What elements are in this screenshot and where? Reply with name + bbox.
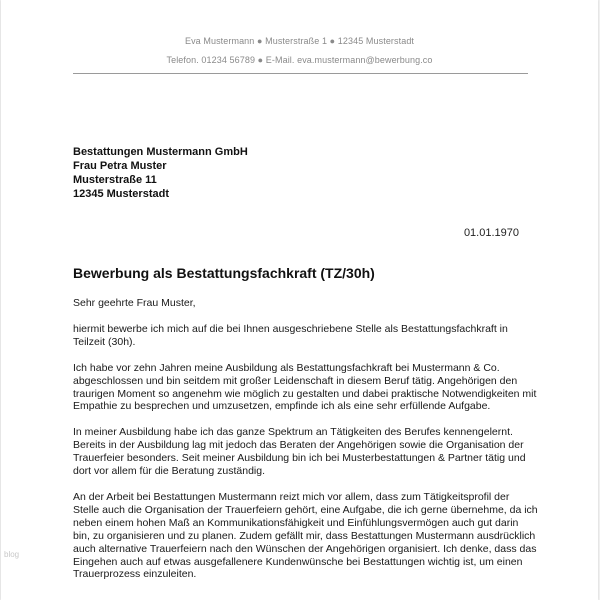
blog-watermark: blog	[4, 550, 20, 559]
paragraph-training: In meiner Ausbildung habe ich das ganze Spektrum an Tätigkeiten des Berufes kennengelernt. Bereits in der Ausbildung lag mit jedoch das Beraten der Angehörigen sowie die Organisation der Trauerfeier besonders. Seit meiner Ausbildung bin ich bei Musterbestattungen & Partner tätig und dort vor allem für die Beratung zuständig.	[73, 426, 526, 478]
recipient-contact: Frau Petra Muster	[73, 160, 167, 172]
letter-body	[73, 297, 538, 594]
recipient-company: Bestattungen Mustermann GmbH	[73, 146, 248, 158]
recipient-street: Musterstraße 11	[73, 174, 157, 186]
letter-page	[1, 0, 598, 600]
letterhead-address: Eva Mustermann ● Musterstraße 1 ● 12345 Musterstadt	[184, 36, 415, 46]
letter-date: 01.01.1970	[463, 227, 519, 239]
salutation: Sehr geehrte Frau Muster,	[73, 297, 196, 309]
header-divider	[73, 73, 528, 74]
letter-subject: Bewerbung als Bestattungsfachkraft (TZ/30h)	[73, 265, 375, 281]
paragraph-experience: Ich habe vor zehn Jahren meine Ausbildung als Bestattungsfachkraft bei Mustermann & Co. abgeschlossen und bin seitdem mit großer Leidenschaft in diesem Beruf tätig. Angehörigen den traurigen Moment so angenehm wie möglich zu gestalten und dabei praktische Notwendigkeiten mit Empathie zu besprechen und umzusetzen, empfinde ich als eine sehr erfüllende Aufgabe.	[73, 361, 537, 413]
recipient-city: 12345 Musterstadt	[73, 188, 169, 200]
recipient-address	[73, 145, 248, 201]
paragraph-motivation: An der Arbeit bei Bestattungen Mustermann reizt mich vor allem, dass zum Tätigkeitsprofil der Stelle auch die Organisation der Trauerfeiern gehört, eine Aufgabe, die ich gerne übernehme, da ich neben einem hohen Maß an Kommunikationsfähigkeit und Einfühlungsvermögen auch gut darin bin, zu organisieren und zu planen. Zudem gefällt mir, dass Bestattungen Mustermann ausdrücklich auch alternative Trauerfeiern nach den Wünschen der Angehörigen organisiert. Ich denke, dass das Eingehen auch auf etwas ausgefallenere Kundenwünsche bei Bestattungen wichtig ist, um einen Trauerprozess einzuleiten.	[73, 490, 538, 581]
paragraph-intro: hiermit bewerbe ich mich auf die bei Ihnen ausgeschriebene Stelle als Bestattungsfachkraft in Teilzeit (30h).	[73, 322, 508, 348]
letterhead-contact: Telefon. 01234 56789 ● E-Mail. eva.mustermann@bewerbung.co	[166, 55, 433, 65]
